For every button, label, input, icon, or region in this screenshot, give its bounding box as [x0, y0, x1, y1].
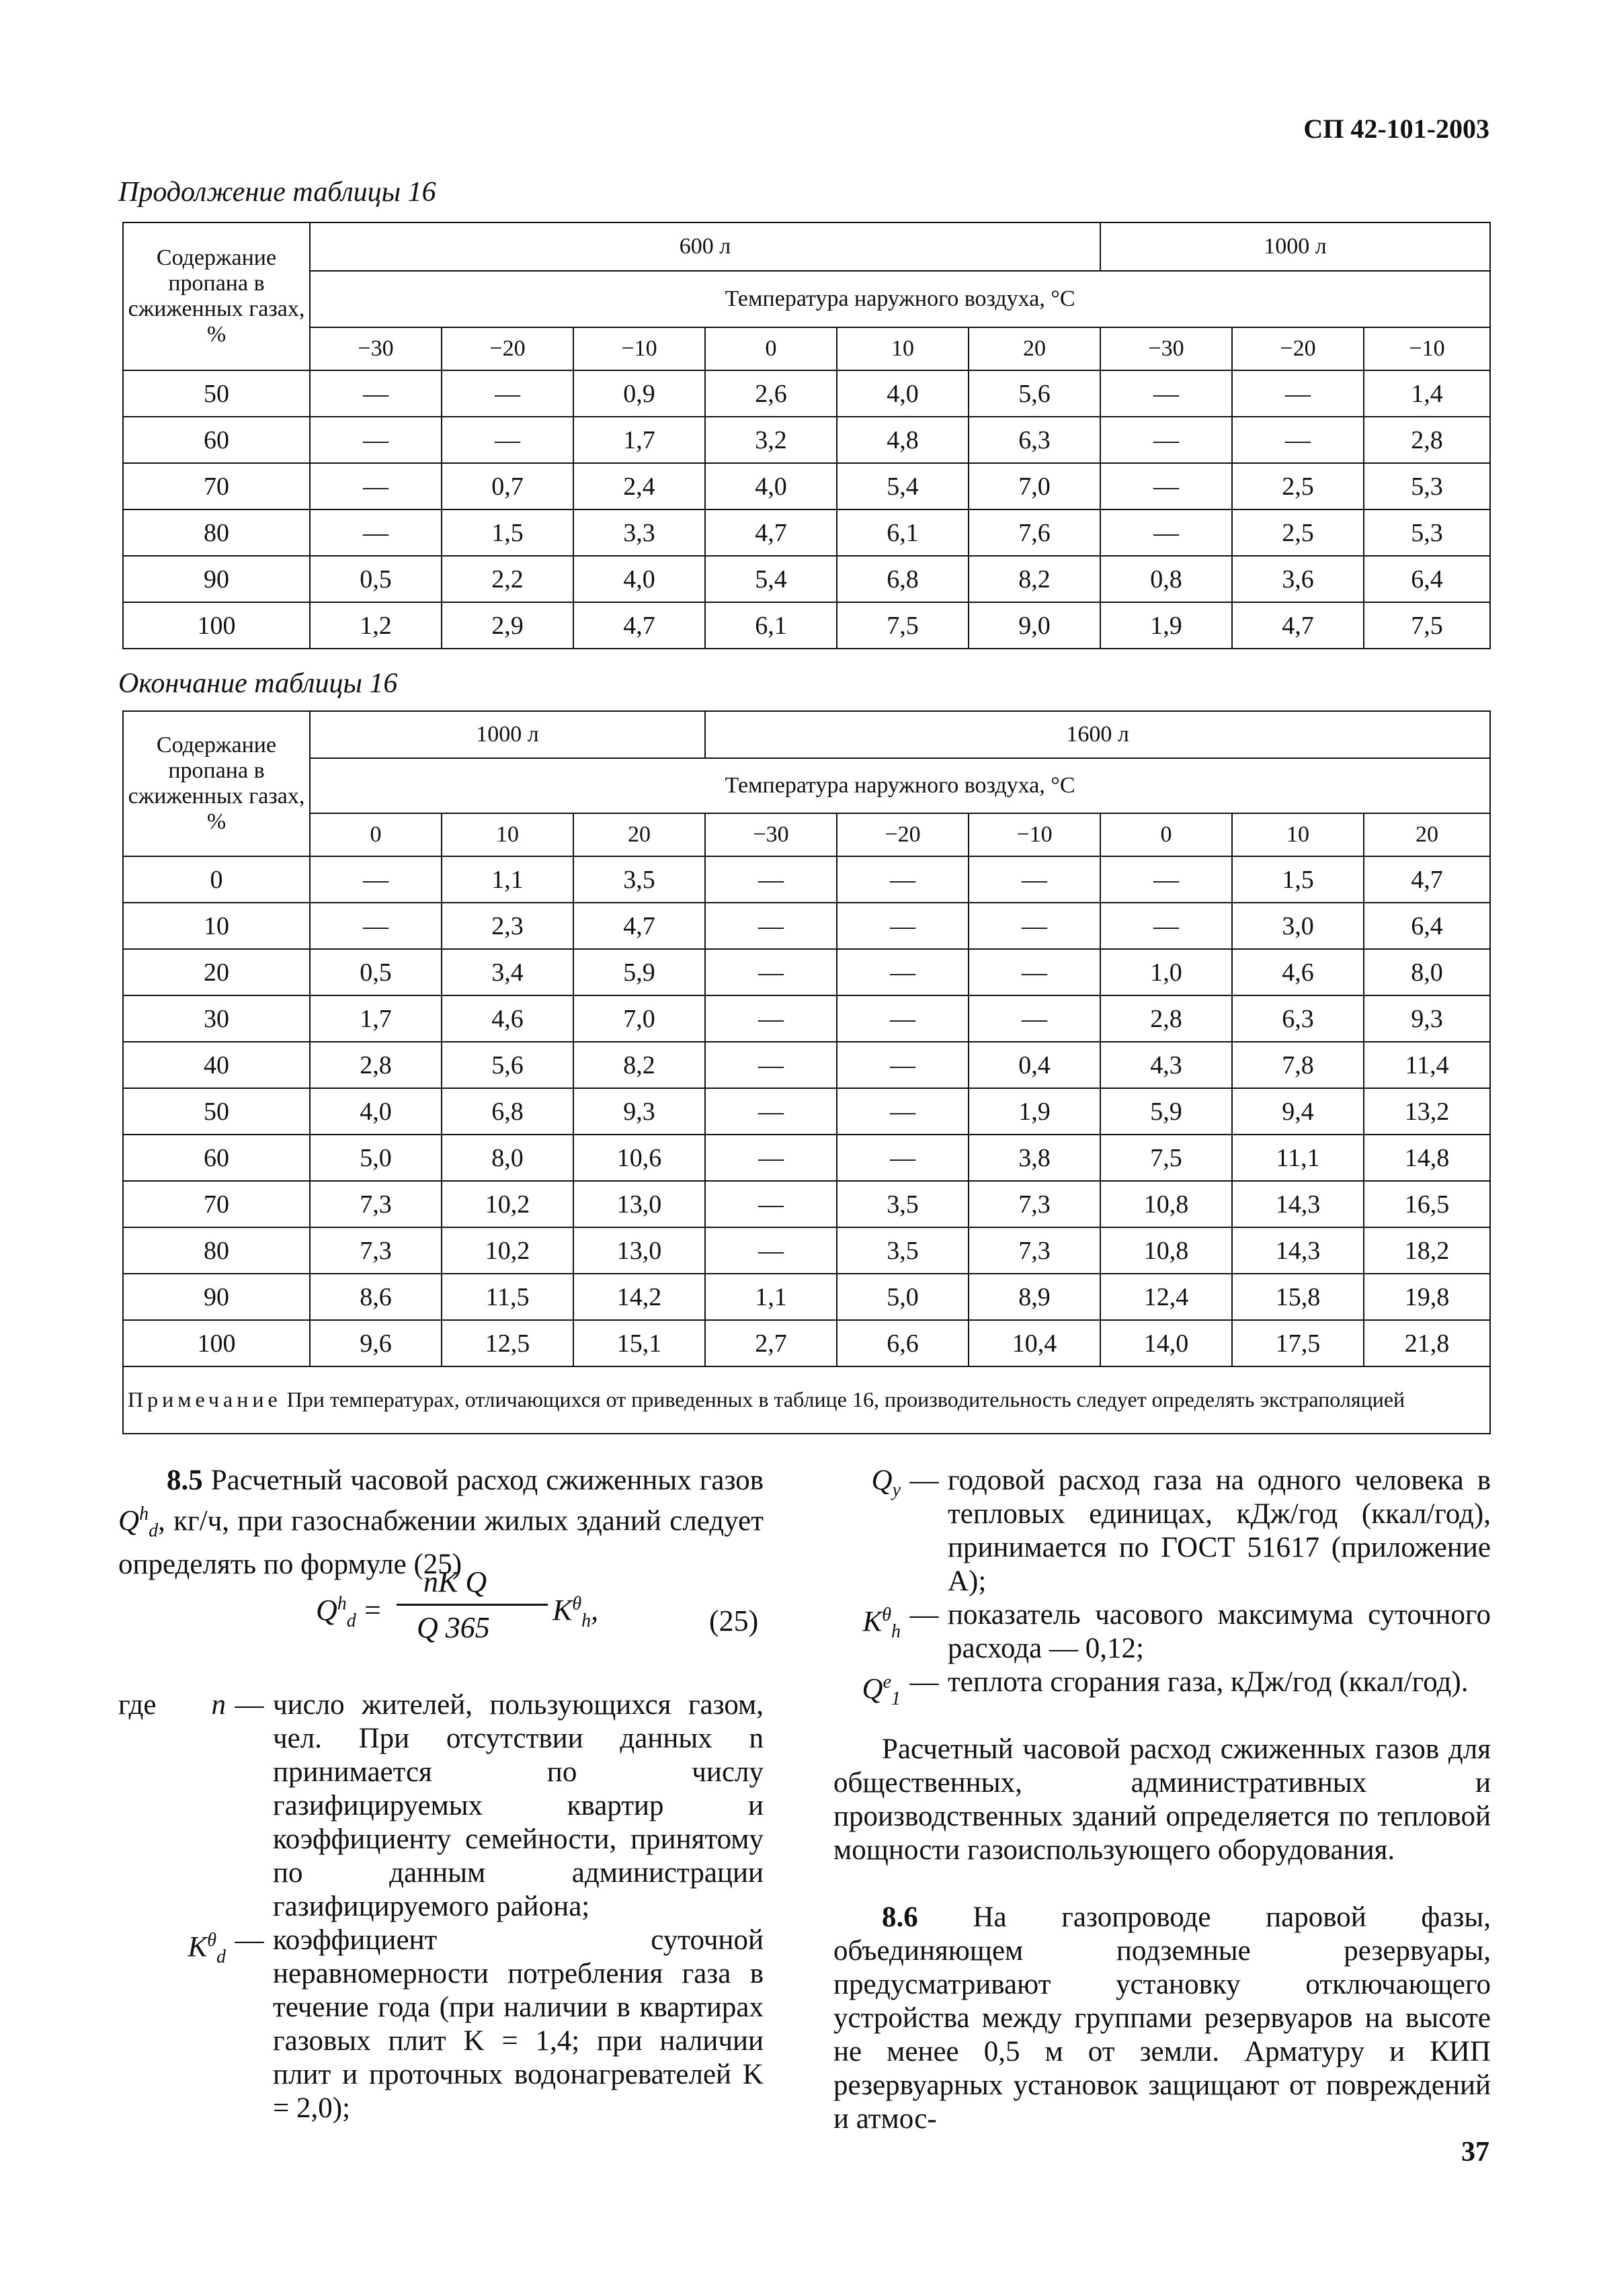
value-cell: — — [1100, 903, 1232, 949]
temperature-cell: −30 — [310, 327, 442, 370]
value-cell: — — [705, 1181, 837, 1227]
definition-symbol: $K^\theta_h$ — [862, 1604, 901, 1642]
value-cell: — — [705, 903, 837, 949]
value-cell: — — [969, 995, 1100, 1042]
page-number: 37 — [1461, 2137, 1489, 2168]
temperature-header: Температура наружного воздуха, °С — [310, 758, 1490, 813]
value-cell: 5,9 — [1100, 1088, 1232, 1135]
definition-q1 — [833, 1666, 1491, 1716]
propane-content-cell: 50 — [123, 1088, 310, 1135]
value-cell: 1,9 — [969, 1088, 1100, 1135]
value-cell: — — [1100, 417, 1232, 463]
where-label: где — [118, 1689, 157, 1721]
value-cell: — — [705, 949, 837, 995]
value-cell: — — [837, 1088, 969, 1135]
table-row — [123, 417, 1490, 463]
value-cell: 18,2 — [1364, 1227, 1490, 1274]
temperature-cell: −30 — [705, 813, 837, 856]
table-row — [123, 1227, 1490, 1274]
value-cell: 0,9 — [573, 370, 705, 417]
definition-text: годовой расход газа на одного человека в тепловых единицах, кДж/год (ккал/год), принимается по ГОСТ 51617 (приложение А); — [948, 1465, 1491, 1597]
value-cell: — — [310, 463, 442, 509]
value-cell: 2,4 — [573, 463, 705, 509]
value-cell: 9,6 — [310, 1320, 442, 1366]
value-cell: 3,5 — [837, 1227, 969, 1274]
value-cell: 13,2 — [1364, 1088, 1490, 1135]
value-cell: 19,8 — [1364, 1274, 1490, 1320]
value-cell: 5,6 — [442, 1042, 573, 1088]
value-cell: 3,0 — [1232, 903, 1364, 949]
value-cell: 0,7 — [442, 463, 573, 509]
value-cell: 10,6 — [573, 1135, 705, 1181]
value-cell: — — [1100, 463, 1232, 509]
table-row — [123, 1135, 1490, 1181]
propane-content-cell: 90 — [123, 556, 310, 602]
value-cell: — — [1100, 856, 1232, 903]
temperature-header: Температура наружного воздуха, °С — [310, 271, 1490, 327]
value-cell: — — [442, 417, 573, 463]
value-cell: 0,5 — [310, 556, 442, 602]
propane-content-cell: 10 — [123, 903, 310, 949]
table-row — [123, 903, 1490, 949]
value-cell: — — [705, 856, 837, 903]
value-cell: 13,0 — [573, 1181, 705, 1227]
value-cell: — — [1232, 370, 1364, 417]
value-cell: 1,5 — [1232, 856, 1364, 903]
value-cell: 11,1 — [1232, 1135, 1364, 1181]
table-row — [123, 1274, 1490, 1320]
table-row — [123, 509, 1490, 556]
definition-text: коэффициент суточной неравномерности потребления газа в течение года (при наличии в квартирах газовых плит K = 1,4; при наличии плит и проточных водонагревателей K = 2,0); — [273, 1924, 764, 2124]
table-row — [123, 1088, 1490, 1135]
group-header-600: 600 л — [310, 222, 1100, 271]
value-cell: — — [1100, 370, 1232, 417]
value-cell: 1,1 — [705, 1274, 837, 1320]
value-cell: 3,8 — [969, 1135, 1100, 1181]
note-text: При температурах, отличающихся от приведенных в таблице 16, производительность следует определять экстраполяцией — [286, 1387, 1405, 1411]
value-cell: 1,5 — [442, 509, 573, 556]
temperature-cell: 20 — [969, 327, 1100, 370]
row-header: Содержание пропана в сжиженных газах, % — [123, 222, 310, 370]
value-cell: 8,2 — [573, 1042, 705, 1088]
value-cell: 17,5 — [1232, 1320, 1364, 1366]
value-cell: 7,0 — [969, 463, 1100, 509]
value-cell: 4,0 — [310, 1088, 442, 1135]
value-cell: 10,2 — [442, 1227, 573, 1274]
value-cell: 5,4 — [705, 556, 837, 602]
value-cell: 7,0 — [573, 995, 705, 1042]
temperature-cell: 10 — [442, 813, 573, 856]
value-cell: 14,3 — [1232, 1181, 1364, 1227]
temperature-cell: −20 — [837, 813, 969, 856]
temperature-cell: 0 — [310, 813, 442, 856]
paragraph-text: На газопроводе паровой фазы, объединяющем подземные резервуары, предусматривают установку отключающего устройства между группами резервуаров на высоте не менее 0,5 м от земли. Арматуру и КИП резервуарных установок защищают от повреждений и атмос- — [833, 1901, 1491, 2135]
value-cell: 0,8 — [1100, 556, 1232, 602]
row-header: Содержание пропана в сжиженных газах, % — [123, 711, 310, 856]
temperature-cell: 0 — [1100, 813, 1232, 856]
value-cell: — — [310, 370, 442, 417]
table1-caption: Продолжение таблицы 16 — [118, 177, 436, 208]
value-cell: 4,7 — [573, 602, 705, 649]
propane-content-cell: 90 — [123, 1274, 310, 1320]
note-label: Примечание — [128, 1387, 282, 1411]
formula-25 — [316, 1565, 760, 1666]
value-cell: 6,4 — [1364, 556, 1490, 602]
value-cell: — — [1232, 417, 1364, 463]
definition-symbol: $Q^e_1$ — [862, 1672, 901, 1709]
value-cell: — — [310, 417, 442, 463]
value-cell: 10,2 — [442, 1181, 573, 1227]
value-cell: 7,5 — [837, 602, 969, 649]
value-cell: — — [1100, 509, 1232, 556]
value-cell: 3,2 — [705, 417, 837, 463]
table-row — [123, 995, 1490, 1042]
formula-numerator: nK Q — [423, 1565, 487, 1598]
value-cell: 5,3 — [1364, 463, 1490, 509]
value-cell: 5,6 — [969, 370, 1100, 417]
table-row — [123, 1181, 1490, 1227]
value-cell: 14,8 — [1364, 1135, 1490, 1181]
formula-lhs: $Q^h_d$ — [316, 1593, 356, 1631]
temperature-row — [123, 813, 1490, 856]
value-cell: 7,3 — [969, 1227, 1100, 1274]
value-cell: 5,3 — [1364, 509, 1490, 556]
value-cell: — — [705, 1042, 837, 1088]
definitions-left — [118, 1688, 764, 2125]
value-cell: 7,8 — [1232, 1042, 1364, 1088]
value-cell: — — [837, 856, 969, 903]
propane-content-cell: 60 — [123, 1135, 310, 1181]
definition-text: число жителей, пользующихся газом, чел. При отсутствии данных n принимается по числу газифицируемых квартир и коэффициенту семейности, принятому по данным администрации газифицируемого района; — [273, 1689, 764, 1922]
value-cell: 1,2 — [310, 602, 442, 649]
value-cell: — — [310, 856, 442, 903]
value-cell: 14,3 — [1232, 1227, 1364, 1274]
value-cell: 1,4 — [1364, 370, 1490, 417]
group-header-1000: 1000 л — [310, 711, 705, 758]
value-cell: 7,5 — [1364, 602, 1490, 649]
definition-kh — [833, 1598, 1491, 1666]
temperature-cell: 0 — [705, 327, 837, 370]
value-cell: 2,5 — [1232, 509, 1364, 556]
value-cell: 4,0 — [705, 463, 837, 509]
definition-text: показатель часового максимума суточного расхода — 0,12; — [948, 1599, 1491, 1664]
definition-dash: — — [235, 1689, 264, 1721]
propane-content-cell: 40 — [123, 1042, 310, 1088]
value-cell: 15,8 — [1232, 1274, 1364, 1320]
value-cell: 2,5 — [1232, 463, 1364, 509]
table-row — [123, 1320, 1490, 1366]
formula-factor: $K^\theta_h$, — [552, 1593, 599, 1631]
table-row — [123, 856, 1490, 903]
value-cell: 8,0 — [1364, 949, 1490, 995]
value-cell: 15,1 — [573, 1320, 705, 1366]
table-row — [123, 602, 1490, 649]
value-cell: 21,8 — [1364, 1320, 1490, 1366]
definition-dash: — — [909, 1666, 939, 1698]
value-cell: 9,4 — [1232, 1088, 1364, 1135]
value-cell: 11,5 — [442, 1274, 573, 1320]
value-cell: 4,0 — [837, 370, 969, 417]
value-cell: — — [310, 509, 442, 556]
formula-number: (25) — [709, 1604, 759, 1637]
value-cell: 1,9 — [1100, 602, 1232, 649]
value-cell: 2,9 — [442, 602, 573, 649]
definition-dash: — — [909, 1599, 939, 1631]
value-cell: 8,6 — [310, 1274, 442, 1320]
temperature-cell: −10 — [573, 327, 705, 370]
table-row — [123, 370, 1490, 417]
value-cell: 16,5 — [1364, 1181, 1490, 1227]
value-cell: 7,5 — [1100, 1135, 1232, 1181]
value-cell: 12,5 — [442, 1320, 573, 1366]
value-cell: 5,9 — [573, 949, 705, 995]
table-row — [123, 1042, 1490, 1088]
value-cell: 10,8 — [1100, 1181, 1232, 1227]
value-cell: — — [837, 1135, 969, 1181]
fraction-bar — [397, 1604, 548, 1606]
value-cell: 6,4 — [1364, 903, 1490, 949]
definition-symbol: n — [211, 1689, 226, 1721]
value-cell: 8,9 — [969, 1274, 1100, 1320]
value-cell: 4,6 — [442, 995, 573, 1042]
value-cell: 7,3 — [969, 1181, 1100, 1227]
value-cell: 3,5 — [573, 856, 705, 903]
value-cell: 2,8 — [1100, 995, 1232, 1042]
table-note — [123, 1366, 1490, 1434]
value-cell: 6,6 — [837, 1320, 969, 1366]
paragraph-text: , кг/ч, при газоснабжении жилых зданий следует определять по формуле (25) — [118, 1505, 764, 1580]
value-cell: 1,0 — [1100, 949, 1232, 995]
paragraph-text: Расчетный часовой расход сжиженных газов — [202, 1465, 764, 1496]
section-number: 8.6 — [882, 1901, 918, 1933]
table-row — [123, 556, 1490, 602]
definition-text: теплота сгорания газа, кДж/год (ккал/год). — [948, 1666, 1469, 1698]
value-cell: 3,3 — [573, 509, 705, 556]
group-header-1600: 1600 л — [705, 711, 1490, 758]
value-cell: 7,3 — [310, 1181, 442, 1227]
value-cell: — — [705, 1135, 837, 1181]
value-cell: 0,5 — [310, 949, 442, 995]
value-cell: 5,4 — [837, 463, 969, 509]
table1 — [122, 222, 1491, 649]
definition-qy — [833, 1464, 1491, 1598]
propane-content-cell: 30 — [123, 995, 310, 1042]
temperature-cell: −30 — [1100, 327, 1232, 370]
value-cell: 4,7 — [1364, 856, 1490, 903]
value-cell: 10,4 — [969, 1320, 1100, 1366]
value-cell: 6,8 — [837, 556, 969, 602]
definition-dash: — — [909, 1465, 939, 1496]
value-cell: 5,0 — [837, 1274, 969, 1320]
math-symbol: Q — [118, 1505, 140, 1537]
value-cell: — — [442, 370, 573, 417]
temperature-cell: 10 — [1232, 813, 1364, 856]
temperature-cell: −20 — [442, 327, 573, 370]
value-cell: 9,0 — [969, 602, 1100, 649]
value-cell: 4,7 — [573, 903, 705, 949]
value-cell: 3,5 — [837, 1181, 969, 1227]
value-cell: 2,8 — [1364, 417, 1490, 463]
value-cell: 2,3 — [442, 903, 573, 949]
value-cell: 6,8 — [442, 1088, 573, 1135]
value-cell: 2,8 — [310, 1042, 442, 1088]
value-cell: 2,6 — [705, 370, 837, 417]
value-cell: — — [837, 949, 969, 995]
propane-content-cell: 80 — [123, 509, 310, 556]
document-code: СП 42-101-2003 — [1303, 114, 1489, 144]
value-cell: 14,0 — [1100, 1320, 1232, 1366]
value-cell: 6,3 — [1232, 995, 1364, 1042]
value-cell: 8,2 — [969, 556, 1100, 602]
value-cell: 6,1 — [705, 602, 837, 649]
propane-content-cell: 80 — [123, 1227, 310, 1274]
propane-content-cell: 60 — [123, 417, 310, 463]
value-cell: 2,7 — [705, 1320, 837, 1366]
propane-content-cell: 70 — [123, 1181, 310, 1227]
value-cell: 8,0 — [442, 1135, 573, 1181]
value-cell: 4,7 — [1232, 602, 1364, 649]
value-cell: — — [837, 903, 969, 949]
temperature-cell: 20 — [573, 813, 705, 856]
value-cell: 5,0 — [310, 1135, 442, 1181]
definition-dash: — — [235, 1924, 264, 1956]
value-cell: 4,6 — [1232, 949, 1364, 995]
value-cell: 14,2 — [573, 1274, 705, 1320]
value-cell: 1,1 — [442, 856, 573, 903]
value-cell: 7,6 — [969, 509, 1100, 556]
value-cell: 9,3 — [573, 1088, 705, 1135]
temperature-cell: −20 — [1232, 327, 1364, 370]
value-cell: 0,4 — [969, 1042, 1100, 1088]
formula-denominator: Q 365 — [417, 1611, 490, 1644]
value-cell: — — [969, 856, 1100, 903]
propane-content-cell: 100 — [123, 1320, 310, 1366]
value-cell: 13,0 — [573, 1227, 705, 1274]
value-cell: 1,7 — [310, 995, 442, 1042]
value-cell: 12,4 — [1100, 1274, 1232, 1320]
value-cell: 2,2 — [442, 556, 573, 602]
definitions-right — [833, 1464, 1491, 1716]
value-cell: 6,1 — [837, 509, 969, 556]
table2 — [122, 710, 1491, 1434]
definition-symbol: $K^\theta_d$ — [188, 1930, 226, 1967]
value-cell: — — [705, 995, 837, 1042]
temperature-row — [123, 327, 1490, 370]
value-cell: — — [705, 1227, 837, 1274]
definition-n — [118, 1688, 764, 1924]
value-cell: — — [310, 903, 442, 949]
temperature-cell: 10 — [837, 327, 969, 370]
temperature-cell: −10 — [969, 813, 1100, 856]
value-cell: 6,3 — [969, 417, 1100, 463]
value-cell: 3,6 — [1232, 556, 1364, 602]
table2-caption: Окончание таблицы 16 — [118, 668, 398, 699]
propane-content-cell: 100 — [123, 602, 310, 649]
definition-kd — [118, 1924, 764, 2125]
equals-sign: = — [364, 1594, 381, 1627]
temperature-cell: 20 — [1364, 813, 1490, 856]
value-cell: 11,4 — [1364, 1042, 1490, 1088]
definition-symbol: $Q_y$ — [871, 1465, 901, 1501]
propane-content-cell: 20 — [123, 949, 310, 995]
value-cell: 9,3 — [1364, 995, 1490, 1042]
value-cell: 4,0 — [573, 556, 705, 602]
value-cell: — — [969, 903, 1100, 949]
value-cell: — — [705, 1088, 837, 1135]
value-cell: 10,8 — [1100, 1227, 1232, 1274]
value-cell: 3,4 — [442, 949, 573, 995]
propane-content-cell: 50 — [123, 370, 310, 417]
section-8-5-paragraph: 8.5 Расчетный часовой расход сжиженных газов $Q^h_d$, кг/ч, при газоснабжении жилых зданий следует определять по формуле (25) — [118, 1465, 764, 1580]
value-cell: 4,7 — [705, 509, 837, 556]
section-8-6-paragraph — [833, 1901, 1491, 2136]
value-cell: 4,3 — [1100, 1042, 1232, 1088]
value-cell: — — [837, 1042, 969, 1088]
group-header-1000: 1000 л — [1100, 222, 1490, 271]
value-cell: — — [969, 949, 1100, 995]
value-cell: 4,8 — [837, 417, 969, 463]
value-cell: 1,7 — [573, 417, 705, 463]
paragraph-public-buildings: Расчетный часовой расход сжиженных газов для общественных, административных и производственных зданий определяется по тепловой мощности газоиспользующего оборудования. — [833, 1733, 1491, 1866]
propane-content-cell: 70 — [123, 463, 310, 509]
table-row — [123, 463, 1490, 509]
section-number: 8.5 — [167, 1465, 203, 1496]
table-row — [123, 949, 1490, 995]
temperature-cell: −10 — [1364, 327, 1490, 370]
value-cell: 7,3 — [310, 1227, 442, 1274]
propane-content-cell: 0 — [123, 856, 310, 903]
value-cell: — — [837, 995, 969, 1042]
